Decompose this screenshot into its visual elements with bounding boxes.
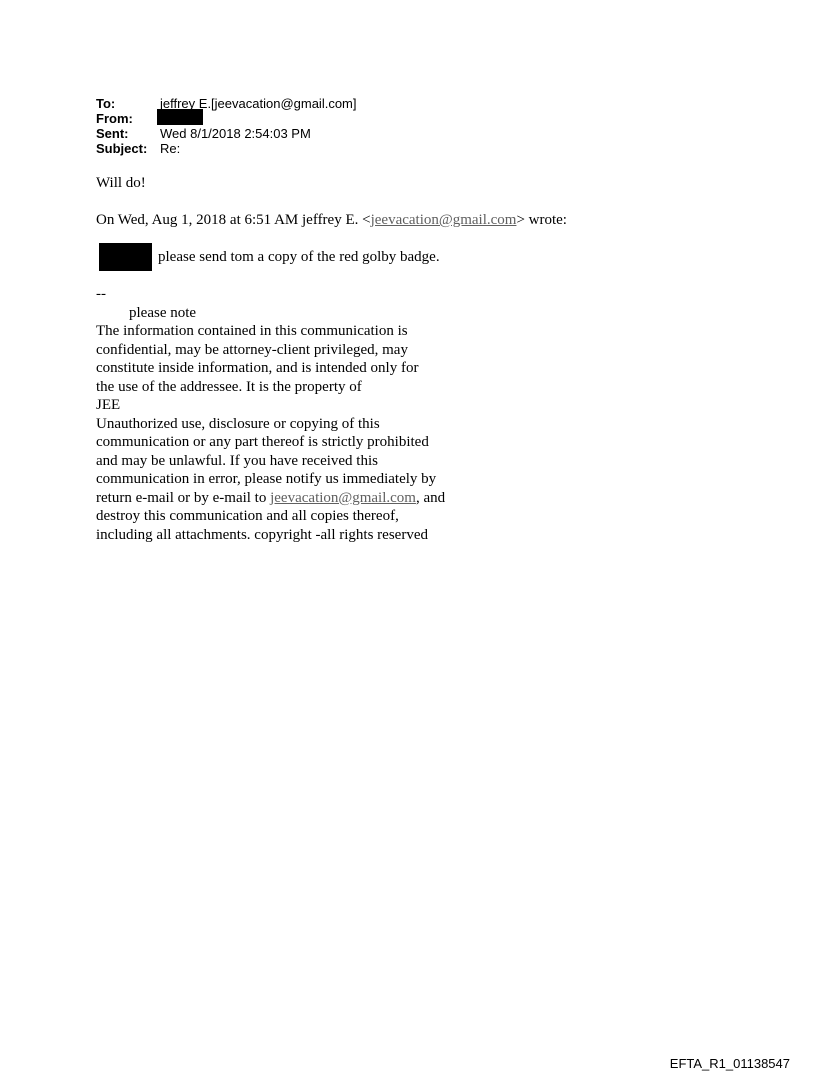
quote-header [96,211,567,230]
signature-line: The information contained in this communication is [96,323,408,339]
signature-note: please note [129,304,197,321]
signature-line: destroy this communication and all copies thereof, [96,508,399,524]
signature-block [96,285,445,544]
from-row [96,111,357,126]
quoted-message [99,243,440,271]
subject-label: Subject: [96,141,148,156]
return-line-prefix: return e-mail or by e-mail to [96,489,271,506]
sent-row [96,126,357,141]
signature-line: communication in error, please notify us immediately by [96,471,437,487]
subject-value: Re: [160,141,181,156]
to-row [96,96,357,111]
quote-email-link[interactable]: jeevacation@gmail.com [370,212,517,228]
signature-line: JEE [96,397,121,413]
signature-line: and may be unlawful. If you have received this [96,452,378,469]
signature-return-line [96,489,445,508]
email-header [96,96,357,156]
quote-header-suffix: > wrote: [516,212,567,228]
signature-email-link[interactable]: jeevacation@gmail.com [270,489,416,506]
quoted-message-text: please send tom a copy of the red golby badge. [158,248,440,265]
subject-row [96,141,357,156]
return-line-suffix: , and [415,489,446,506]
redaction-box [99,243,152,271]
redaction-box [157,109,203,125]
signature-line: the use of the addressee. It is the property of [96,378,362,395]
signature-line: constitute inside information, and is intended only for [96,360,419,376]
sent-label: Sent: [96,126,129,141]
signature-separator: -- [96,286,106,302]
from-label: From: [96,111,133,126]
quote-header-prefix: On Wed, Aug 1, 2018 at 6:51 AM jeffrey E. < [96,212,371,228]
to-value: jeffrey E.[jeevacation@gmail.com] [160,96,357,111]
from-value [160,111,203,126]
signature-line: communication or any part thereof is strictly prohibited [96,434,429,450]
signature-line: Unauthorized use, disclosure or copying of this [96,415,380,432]
signature-line: including all attachments. copyright -all rights reserved [96,526,428,543]
sent-value: Wed 8/1/2018 2:54:03 PM [160,126,311,141]
document-id: EFTA_R1_01138547 [669,1056,790,1071]
signature-line: confidential, may be attorney-client privileged, may [96,341,408,358]
reply-text: Will do! [96,175,146,191]
to-label: To: [96,96,116,111]
